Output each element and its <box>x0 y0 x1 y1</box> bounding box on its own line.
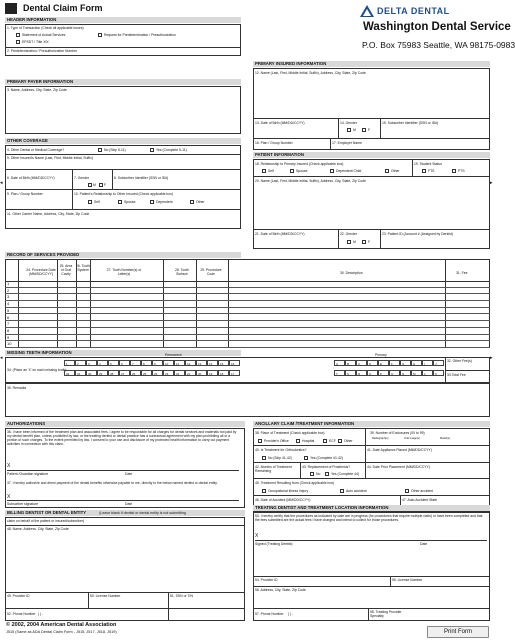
lower-primary-tooth-T[interactable]: T <box>334 370 345 376</box>
divider <box>365 445 366 462</box>
upper-permanent-tooth-9[interactable]: 9 <box>152 360 163 366</box>
upper-primary-tooth-F[interactable]: F <box>389 360 400 366</box>
upper-primary-tooth-I[interactable]: I <box>422 360 433 366</box>
divider <box>5 47 241 48</box>
upper-primary-tooth-H[interactable]: H <box>411 360 422 366</box>
ortho-yes-label: Yes (Complete 41-42) <box>310 456 343 460</box>
f45-label: 45. Treatment Resulting from (Check applicable box) <box>255 481 335 485</box>
divider <box>253 229 490 230</box>
lower-permanent-tooth-18[interactable]: 18 <box>218 370 229 376</box>
billing-heading <box>5 510 245 516</box>
lower-permanent-tooth-25[interactable]: 25 <box>141 370 152 376</box>
service-row-number: 5 <box>7 307 10 313</box>
insured-gender-m-checkbox[interactable] <box>347 128 351 132</box>
office-checkbox[interactable] <box>258 439 262 443</box>
service-row[interactable] <box>5 315 490 322</box>
f9-label: 9. Plan / Group Number <box>7 192 43 196</box>
divider <box>253 445 490 446</box>
rel-other-checkbox[interactable] <box>190 200 194 204</box>
upper-permanent-tooth-14[interactable]: 14 <box>207 360 218 366</box>
service-row[interactable] <box>5 335 490 342</box>
lower-primary-tooth-Q[interactable]: Q <box>367 370 378 376</box>
delta-triangle-icon <box>360 5 374 17</box>
divider <box>5 608 245 609</box>
divider <box>5 525 245 526</box>
lower-primary-tooth-R[interactable]: R <box>356 370 367 376</box>
other-place-label: Other <box>344 439 353 443</box>
divider <box>390 576 391 586</box>
f49-label: 49. Provider ID <box>7 594 30 598</box>
pt-dependent-checkbox[interactable] <box>330 169 334 173</box>
statement-checkbox[interactable] <box>16 33 20 37</box>
rel-self-checkbox[interactable] <box>88 200 92 204</box>
lower-permanent-tooth-26[interactable]: 26 <box>130 370 141 376</box>
auto-checkbox[interactable] <box>340 489 344 493</box>
upper-permanent-tooth-13[interactable]: 13 <box>196 360 207 366</box>
margin-mark-right: ▸ <box>490 180 493 186</box>
pt-gender-m-checkbox[interactable] <box>347 240 351 244</box>
divider <box>445 370 490 371</box>
service-row-number: 9 <box>7 334 10 340</box>
divider <box>168 592 169 608</box>
rel-other: Other <box>196 200 205 204</box>
upper-primary-tooth-J[interactable]: J <box>433 360 444 366</box>
lower-permanent-tooth-22[interactable]: 22 <box>174 370 185 376</box>
service-row-number: 3 <box>7 294 10 300</box>
services-heading: RECORD OF SERVICES PROVIDED <box>5 252 241 258</box>
epsdt-label: EPSDT / Title XIX <box>22 40 49 44</box>
prosthesis-no-checkbox[interactable] <box>310 472 314 476</box>
pt-spouse-checkbox[interactable] <box>290 169 294 173</box>
sig1-label: Patient /Guardian signature <box>7 472 49 476</box>
coverage-yes-checkbox[interactable] <box>150 148 154 152</box>
f23-label: 23. Patient ID (Account # (Assigned by Dentist) <box>382 232 453 236</box>
lower-permanent-tooth-28[interactable]: 28 <box>108 370 119 376</box>
service-row[interactable] <box>5 321 490 328</box>
divider <box>365 462 366 478</box>
lower-primary-tooth-M[interactable]: M <box>411 370 422 376</box>
pt-spouse: Spouse <box>296 169 308 173</box>
lower-permanent-tooth-27[interactable]: 27 <box>119 370 130 376</box>
rel-spouse-checkbox[interactable] <box>118 200 122 204</box>
f54-label: 54. Provider ID <box>255 578 278 582</box>
prosthesis-yes: Yes (Complete 44) <box>331 472 359 476</box>
missing-teeth-heading: MISSING TEETH INFORMATION <box>5 350 241 356</box>
patient-info-heading: PATIENT INFORMATION <box>253 152 490 158</box>
service-row-number: 4 <box>7 301 10 307</box>
pt-other: Other <box>391 169 400 173</box>
divider <box>253 576 490 577</box>
primary-payer-heading: PRIMARY PAYER INFORMATION <box>5 79 241 85</box>
service-row[interactable] <box>5 301 490 308</box>
upper-permanent-tooth-1[interactable]: 1 <box>64 360 75 366</box>
divider <box>253 462 490 463</box>
divider <box>5 209 241 210</box>
lower-permanent-tooth-24[interactable]: 24 <box>152 370 163 376</box>
ecf-checkbox[interactable] <box>323 439 327 443</box>
billing-note: (Leave blank if dentist or dental entity is not submitting <box>99 511 186 515</box>
coverage-yes-label: Yes (Complete 5-11) <box>156 148 187 152</box>
remarks-box[interactable] <box>5 383 490 417</box>
upper-permanent-tooth-16[interactable]: 16 <box>229 360 240 366</box>
upper-primary-tooth-E[interactable]: E <box>378 360 389 366</box>
lower-primary-tooth-N[interactable]: N <box>400 370 411 376</box>
divider <box>5 154 241 155</box>
upper-primary-tooth-D[interactable]: D <box>367 360 378 366</box>
service-row-number: 7 <box>7 321 10 327</box>
f36-text: 36. I have been informed of the treatment plan and associated fees. I agree to be responsible for all charges for dental services and materials not paid by my dental benefit plan, unless prohibited by law, or the treating dentist or dental practice has a contractual agreement with my plan prohibiting all or a portion of such charges. To the extent permitted by law, I consent to your use and disclosure of my protected health information to carry out payment activities in connection with this claim. <box>7 430 237 446</box>
divider <box>253 176 490 177</box>
sig1-x: X <box>7 463 11 469</box>
models-label: Model(s) <box>440 437 451 440</box>
service-row[interactable] <box>5 281 490 288</box>
pt-gender-m: M <box>353 240 356 244</box>
f18-label: 18. Relationship to Primary Insured (Check applicable box) <box>255 162 344 166</box>
divider <box>255 540 487 541</box>
other-gender-m: M <box>93 183 96 187</box>
payer-address-box[interactable] <box>5 86 241 134</box>
rel-self: Self <box>94 200 100 204</box>
f14-label: 14. Gender <box>340 121 357 125</box>
statement-label: Statement of Actual Services <box>22 33 66 37</box>
upper-permanent-tooth-12[interactable]: 12 <box>185 360 196 366</box>
col31-header: 31. Fee <box>456 271 468 275</box>
f46-label: 46. Date of Accident (MM/DD/CCYY) <box>255 498 311 502</box>
pt-self: Self <box>268 169 274 173</box>
sig2-date: Date <box>125 502 133 506</box>
header-info-heading: HEADER INFORMATION <box>5 17 241 23</box>
ecf-label: ECF <box>329 439 336 443</box>
f39-label: 39. Number of Enclosures (00 to 99) <box>370 431 425 435</box>
f21-label: 21. Date of Birth (MM/DD/CCYY) <box>255 232 305 236</box>
divider <box>253 495 490 496</box>
treating-heading: TREATING DENTIST AND TREATMENT LOCATION INFORMATION <box>253 505 490 511</box>
upper-permanent-tooth-5[interactable]: 5 <box>108 360 119 366</box>
f8-label: 8. Subscriber Identifier (SSN or ID#) <box>114 176 169 180</box>
service-row[interactable] <box>5 308 490 315</box>
lower-permanent-tooth-23[interactable]: 23 <box>163 370 174 376</box>
divider <box>72 189 73 209</box>
f4-label: 4. Other Dental or Medical Coverage? <box>7 148 65 152</box>
f32-label: 32. Other Fee(s) <box>447 359 472 363</box>
lower-permanent-tooth-20[interactable]: 20 <box>196 370 207 376</box>
margin-mark-left-2: ◂ <box>0 355 3 361</box>
lower-permanent-tooth-29[interactable]: 29 <box>97 370 108 376</box>
pt-gender-f-checkbox[interactable] <box>362 240 366 244</box>
col26-header: 26. Tooth System <box>76 264 90 272</box>
upper-permanent-tooth-8[interactable]: 8 <box>141 360 152 366</box>
insured-gender-f: F <box>368 128 371 132</box>
lower-primary-tooth-L[interactable]: L <box>422 370 433 376</box>
oral-image-label: Oral Image(s) <box>404 437 420 440</box>
form-number: J515 (Same as ADA Dental Claim Form - J515, J517, J518, J519) <box>6 630 117 634</box>
company-name: Washington Dental Service <box>363 21 511 33</box>
pts-checkbox[interactable] <box>452 169 456 173</box>
col30-header: 30. Description <box>340 271 363 275</box>
form-title-bar <box>5 3 241 15</box>
f35-label: 35. Remarks <box>7 386 27 390</box>
divider <box>300 462 301 478</box>
lower-primary-tooth-O[interactable]: O <box>389 370 400 376</box>
occ-label: Occupational illness /injury <box>268 489 309 493</box>
upper-primary-tooth-B[interactable]: B <box>345 360 356 366</box>
pt-other-checkbox[interactable] <box>385 169 389 173</box>
billing-box <box>5 517 245 621</box>
col29-header: 29. Procedure Code <box>200 268 222 276</box>
upper-primary-tooth-C[interactable]: C <box>356 360 367 366</box>
f17-label: 17. Employer Name <box>332 141 362 145</box>
sig1-date: Date <box>125 472 133 476</box>
f12-label: 12. Name (Last, First, Middle Initial, Suffix), Address, City, State, Zip Code <box>255 71 366 75</box>
insured-gender-m: M <box>353 128 356 132</box>
f57-label: 57. Phone Number <box>255 612 284 616</box>
delta-logo <box>360 4 490 18</box>
f48-label: 48. Name, Address, City, State, Zip Code <box>7 527 69 531</box>
service-row[interactable] <box>5 341 490 348</box>
lower-primary-tooth-P[interactable]: P <box>378 370 389 376</box>
service-row-number: 10 <box>7 341 12 347</box>
epsdt-checkbox[interactable] <box>16 40 20 44</box>
divider <box>253 478 490 479</box>
prosthesis-yes-checkbox[interactable] <box>325 472 329 476</box>
divider <box>168 608 169 621</box>
divider <box>112 169 113 189</box>
f1-label: 1. Type of Transaction (Check all applicable boxes) <box>7 26 84 30</box>
request-checkbox[interactable] <box>98 33 102 37</box>
f40-label: 40. Is Treatment for Orthodontics? <box>255 448 307 452</box>
f51-label: 51. SSN or TIN <box>170 594 193 598</box>
auto-label: Auto accident <box>346 489 367 493</box>
divider <box>253 608 490 609</box>
prosthesis-no: No <box>316 472 321 476</box>
radiograph-label: Radiograph(s) <box>372 437 389 440</box>
ortho-yes-checkbox[interactable] <box>304 456 308 460</box>
col24-header: 24. Procedure Date (MM/DD/CCYY) <box>26 268 56 276</box>
f22-label: 22. Gender <box>340 232 357 236</box>
divider <box>338 118 339 138</box>
occ-checkbox[interactable] <box>262 489 266 493</box>
upper-permanent-tooth-3[interactable]: 3 <box>86 360 97 366</box>
upper-permanent-tooth-4[interactable]: 4 <box>97 360 108 366</box>
f42-label: 42. Months of Treatment Remaining <box>255 465 292 473</box>
lower-permanent-tooth-21[interactable]: 21 <box>185 370 196 376</box>
f41-label: 41. Date Appliance Placed (MM/DD/CCYY) <box>367 448 432 452</box>
upper-primary-tooth-G[interactable]: G <box>400 360 411 366</box>
f5-label: 5. Other Insured's Name (Last, First, Middle Initial, Suffix) <box>7 156 93 160</box>
f58-label: 58. Treating Provider Specialty <box>370 610 402 618</box>
divider <box>7 470 239 471</box>
other-coverage-heading: OTHER COVERAGE <box>5 138 241 144</box>
f20-label: 20. Name (Last, First, Middle Initial, Suffix), Address, City, State, Zip Code <box>255 179 366 183</box>
other-acc-checkbox[interactable] <box>405 489 409 493</box>
primary-insured-heading: PRIMARY INSURED INFORMATION <box>253 61 490 67</box>
lower-permanent-tooth-30[interactable]: 30 <box>86 370 97 376</box>
f6-label: 6. Date of Birth (MM/DD/CCYY) <box>7 176 55 180</box>
divider <box>5 189 241 190</box>
divider <box>88 592 89 608</box>
request-label: Request for Predetermination / Preauthorization <box>104 33 176 37</box>
f3-label: 3. Name, Address, City, State, Zip Code <box>7 88 67 92</box>
service-row-number: 8 <box>7 327 10 333</box>
billing-note2: claim on behalf of the patient or insured/subscriber) <box>7 519 85 523</box>
service-row-number: 1 <box>7 281 10 286</box>
hospital-label: Hospital <box>302 439 315 443</box>
f34-label: 34. (Place an 'X' on each missing tooth) <box>7 368 67 372</box>
rel-spouse: Spouse <box>124 200 136 204</box>
margin-mark-left: ◂ <box>0 180 3 186</box>
f37-text: 37. I hereby authorize and direct payment of the dental benefits otherwise payable to me, directly to the below named dentist or dental entity. <box>7 481 218 485</box>
other-place-checkbox[interactable] <box>338 439 342 443</box>
divider <box>72 169 73 189</box>
f52-label: 52. Phone Number <box>7 612 36 616</box>
upper-permanent-tooth-11[interactable]: 11 <box>174 360 185 366</box>
col28-header: 28. Tooth Surface <box>175 268 189 276</box>
other-gender-m-checkbox[interactable] <box>88 183 92 187</box>
divider <box>5 592 245 593</box>
upper-permanent-tooth-7[interactable]: 7 <box>130 360 141 366</box>
divider <box>380 118 381 138</box>
billing-title: BILLING DENTIST OR DENTAL ENTITY <box>7 510 87 515</box>
divider <box>7 500 239 501</box>
copyright: © 2002, 2004 American Dental Association <box>6 622 117 628</box>
treating-box <box>253 512 490 621</box>
upper-permanent-tooth-2[interactable]: 2 <box>75 360 86 366</box>
lower-permanent-tooth-32[interactable]: 32 <box>64 370 75 376</box>
insured-gender-f-checkbox[interactable] <box>362 128 366 132</box>
pt-dependent: Dependent Child <box>336 169 362 173</box>
f19-label: 19. Student Status <box>414 162 442 166</box>
divider <box>412 159 413 176</box>
divider <box>368 608 369 621</box>
upper-permanent-tooth-6[interactable]: 6 <box>119 360 130 366</box>
lower-permanent-tooth-19[interactable]: 19 <box>207 370 218 376</box>
hospital-checkbox[interactable] <box>296 439 300 443</box>
service-row[interactable] <box>5 328 490 335</box>
other-gender-f: F <box>104 183 107 187</box>
divider <box>253 138 490 139</box>
f56-label: 56. Address, City, State, Zip Code <box>255 588 306 592</box>
ortho-no-checkbox[interactable] <box>262 456 266 460</box>
f33-label: 33.Total Fee <box>447 373 466 377</box>
f16-label: 16. Plan / Group Number <box>255 141 293 145</box>
f43-label: 43. Replacement of Prosthesis? <box>302 465 351 469</box>
f50-label: 50. License Number <box>90 594 121 598</box>
logo-text: DELTA DENTAL <box>377 6 450 16</box>
authorizations-heading: AUTHORIZATIONS <box>5 421 245 427</box>
f55-label: 55. License Number <box>392 578 423 582</box>
print-form-button[interactable]: Print Form <box>427 626 489 638</box>
treating-sig-label: Signed (Treating Dentist) <box>255 542 293 546</box>
fts-label: FTS <box>428 169 435 173</box>
ancillary-heading: ANCILLARY CLAIM /TREATMENT INFORMATION <box>253 421 490 427</box>
f52-phone[interactable]: ( ) - <box>38 612 44 616</box>
office-label: Provider's Office <box>264 439 289 443</box>
lower-permanent-tooth-31[interactable]: 31 <box>75 370 86 376</box>
ortho-no-label: No (Skip 41-42) <box>268 456 292 460</box>
pts-label: PTS <box>458 169 465 173</box>
divider <box>365 428 366 445</box>
coverage-no-label: No (Skip 5-11) <box>104 148 126 152</box>
other-gender-f-checkbox[interactable] <box>99 183 103 187</box>
service-row-number: 6 <box>7 314 10 320</box>
rel-dependent-checkbox[interactable] <box>150 200 154 204</box>
f57-phone[interactable]: ( ) - <box>288 612 294 616</box>
divider <box>338 229 339 249</box>
f11-label: 11. Other Carrier Name, Address, City, State, Zip Code <box>7 212 90 216</box>
divider <box>380 229 381 249</box>
divider <box>5 169 241 170</box>
service-row[interactable] <box>5 288 490 295</box>
f38-label: 38. Place of Treatment (Check applicable box) <box>255 431 325 435</box>
margin-mark-right-2: ▸ <box>490 355 493 361</box>
f13-label: 13. Date of Birth (MM/DD/CCYY) <box>255 121 305 125</box>
sig2-x: X <box>7 494 11 500</box>
upper-primary-tooth-A[interactable]: A <box>334 360 345 366</box>
pt-gender-f: F <box>368 240 371 244</box>
divider <box>253 118 490 119</box>
company-address: P.O. Box 75983 Seattle, WA 98175-0983 <box>362 40 515 50</box>
col25-header: 25. Area of Oral Cavity <box>59 264 73 276</box>
upper-permanent-tooth-15[interactable]: 15 <box>218 360 229 366</box>
f47-label: 47. Auto Accident State <box>402 498 438 502</box>
f2-label: 2. Predetermination / Preauthorization Number <box>7 49 78 53</box>
rel-dependent: Dependent <box>156 200 173 204</box>
divider <box>330 138 331 150</box>
f10-label: 10. Patient's Relationship to Other Insured (Check applicable box) <box>74 192 174 196</box>
primary-label: Primary <box>375 353 387 357</box>
service-row-number: 2 <box>7 287 10 293</box>
f53-text: 53. I hereby certify that the procedures as indicated by date are in progress (for procedures that require multiple visits) or have been completed and that the fees submitted are the actual fees I have charged and intend to collect for those procedures. <box>255 514 483 522</box>
other-acc-label: Other accident <box>411 489 434 493</box>
f15-label: 15. Subscriber Identifier (SSN or ID#) <box>382 121 439 125</box>
page-title: Dental Claim Form <box>23 3 103 13</box>
treating-sig-date: Date <box>420 542 428 546</box>
pt-self-checkbox[interactable] <box>262 169 266 173</box>
f7-label: 7. Gender <box>74 176 90 180</box>
f44-label: 44. Date Prior Placement (MM/DD/CCYY) <box>367 465 430 469</box>
divider <box>253 586 490 587</box>
sig2-label: Subscriber signature <box>7 502 39 506</box>
fts-checkbox[interactable] <box>422 169 426 173</box>
lower-permanent-tooth-17[interactable]: 17 <box>229 370 240 376</box>
lower-primary-tooth-K[interactable]: K <box>433 370 444 376</box>
lower-primary-tooth-S[interactable]: S <box>345 370 356 376</box>
coverage-no-checkbox[interactable] <box>98 148 102 152</box>
permanent-label: Permanent <box>165 353 182 357</box>
treating-sig-x: X <box>255 533 259 539</box>
form-title-marker <box>5 3 17 14</box>
service-row[interactable] <box>5 294 490 301</box>
upper-permanent-tooth-10[interactable]: 10 <box>163 360 174 366</box>
col27-header: 27. Tooth Number(s) or Letter(s) <box>106 268 142 276</box>
